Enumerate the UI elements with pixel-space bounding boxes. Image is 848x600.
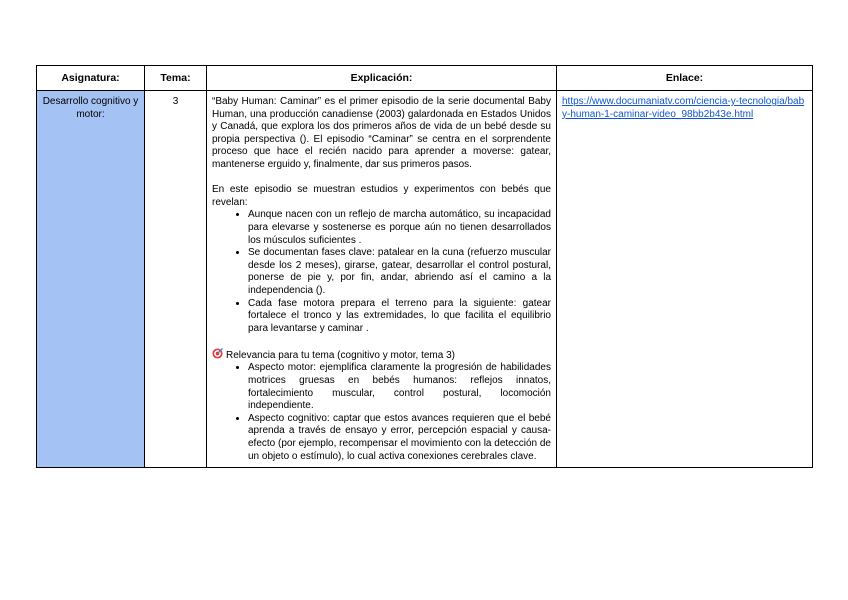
topic-cell: 3 — [145, 91, 207, 468]
explanation-cell — [207, 91, 557, 468]
header-explanation: Explicación: — [207, 66, 557, 91]
table-row — [37, 91, 813, 468]
header-subject: Asignatura: — [37, 66, 145, 91]
video-link[interactable]: https://www.documaniatv.com/ciencia-y-tecnologia/baby-human-1-caminar-video_98bb2b43e.html — [562, 96, 805, 120]
relevance-title: Relevancia para tu tema (cognitivo y motor, tema 3) — [226, 349, 455, 361]
header-link: Enlace: — [557, 66, 813, 91]
intro-paragraph: “Baby Human: Caminar” es el primer episodio de la serie documental Baby Human, una producción canadiense (2003) galardonada en Estados Unidos y Canadá, que explora los dos primeros años de vida de un bebé desde su propia perspectiva (). El episodio “Caminar” se centra en el sorprendente proceso que hace el recién nacido para aprender a moverse: gatear, mantenerse erguido y, finalmente, dar sus primeros pasos. — [212, 96, 551, 170]
target-icon — [212, 348, 223, 359]
list-item: • Aspecto motor: ejemplifica claramente la progresión de habilidades motrices gruesas en bebés humanos: reflejos innatos, fortalecimiento muscular, control postural, locomoción independiente. — [248, 362, 551, 412]
link-cell — [557, 91, 813, 468]
list-item: • Aspecto cognitivo: captar que estos avances requieren que el bebé aprenda a través de ensayo y error, percepción espacial y causa-efecto (por ejemplo, recompensar el movimiento con la detección de un objeto o estímulo), lo cual activa conexiones cerebrales clave. — [248, 413, 551, 463]
header-row — [37, 66, 813, 91]
header-topic: Tema: — [145, 66, 207, 91]
studies-list — [212, 209, 551, 335]
studies-intro: En este episodio se muestran estudios y experimentos con bebés que revelan: — [212, 184, 551, 208]
list-item: • Aunque nacen con un reflejo de marcha automático, su incapacidad para elevarse y sostenerse es porque aún no tienen desarrollados los músculos suficientes . — [248, 209, 551, 247]
list-item: • Se documentan fases clave: patalear en la cuna (refuerzo muscular desde los 2 meses), girarse, gatear, desarrollar el control postural, ponerse de pie y, por fin, andar, abriendo así el camino a la independencia (). — [248, 247, 551, 297]
content-table — [36, 65, 813, 468]
subject-cell: Desarrollo cognitivo y motor: — [37, 91, 145, 468]
list-item: • Cada fase motora prepara el terreno para la siguiente: gatear fortalece el tronco y las extremidades, lo que facilita el equilibrio para levantarse y caminar . — [248, 298, 551, 336]
relevance-list — [212, 362, 551, 463]
relevance-heading — [212, 348, 551, 363]
